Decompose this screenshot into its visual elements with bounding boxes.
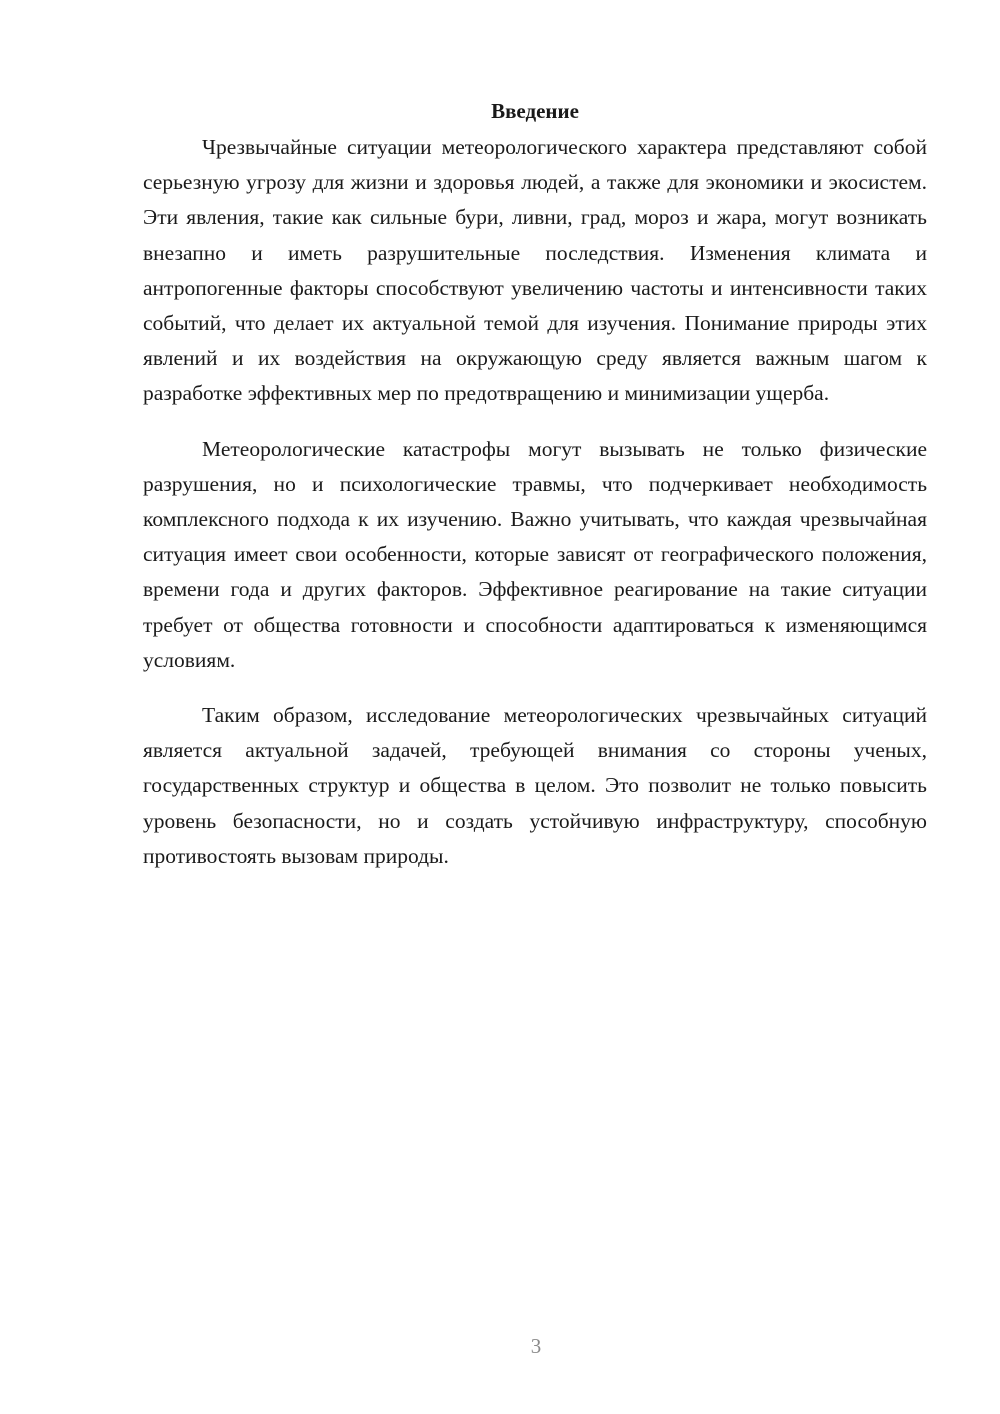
page-content <box>143 96 927 894</box>
paragraph-3: Таким образом, исследование метеорологических чрезвычайных ситуаций является актуальной задачей, требующей внимания со стороны ученых, государственных структур и общества в целом. Это позволит не только повысить уровень безопасности, но и создать устойчивую инфраструктуру, способную противостоять вызовам природы. <box>143 703 927 868</box>
paragraph-1: Чрезвычайные ситуации метеорологического характера представляют собой серьезную угрозу для жизни и здоровья людей, а также для экономики и экосистем. Эти явления, такие как сильные бури, ливни, град, мороз и жара, могут возникать внезапно и иметь разрушительные последствия. Изменения климата и антропогенные факторы способствуют увеличению частоты и интенсивности таких событий, что делает их актуальной темой для изучения. Понимание природы этих явлений и их воздействия на окружающую среду является важным шагом к разработке эффективных мер по предотвращению и минимизации ущерба. <box>143 135 927 406</box>
paragraph-2: Метеорологические катастрофы могут вызывать не только физические разрушения, но и психологические травмы, что подчеркивает необходимость комплексного подхода к их изучению. Важно учитывать, что каждая чрезвычайная ситуация имеет свои особенности, которые зависят от географического положения, времени года и других факторов. Эффективное реагирование на такие ситуации требует от общества готовности и способности адаптироваться к изменяющимся условиям. <box>143 436 927 672</box>
page-number: 3 <box>530 1334 542 1358</box>
section-title: Введение <box>491 99 579 123</box>
